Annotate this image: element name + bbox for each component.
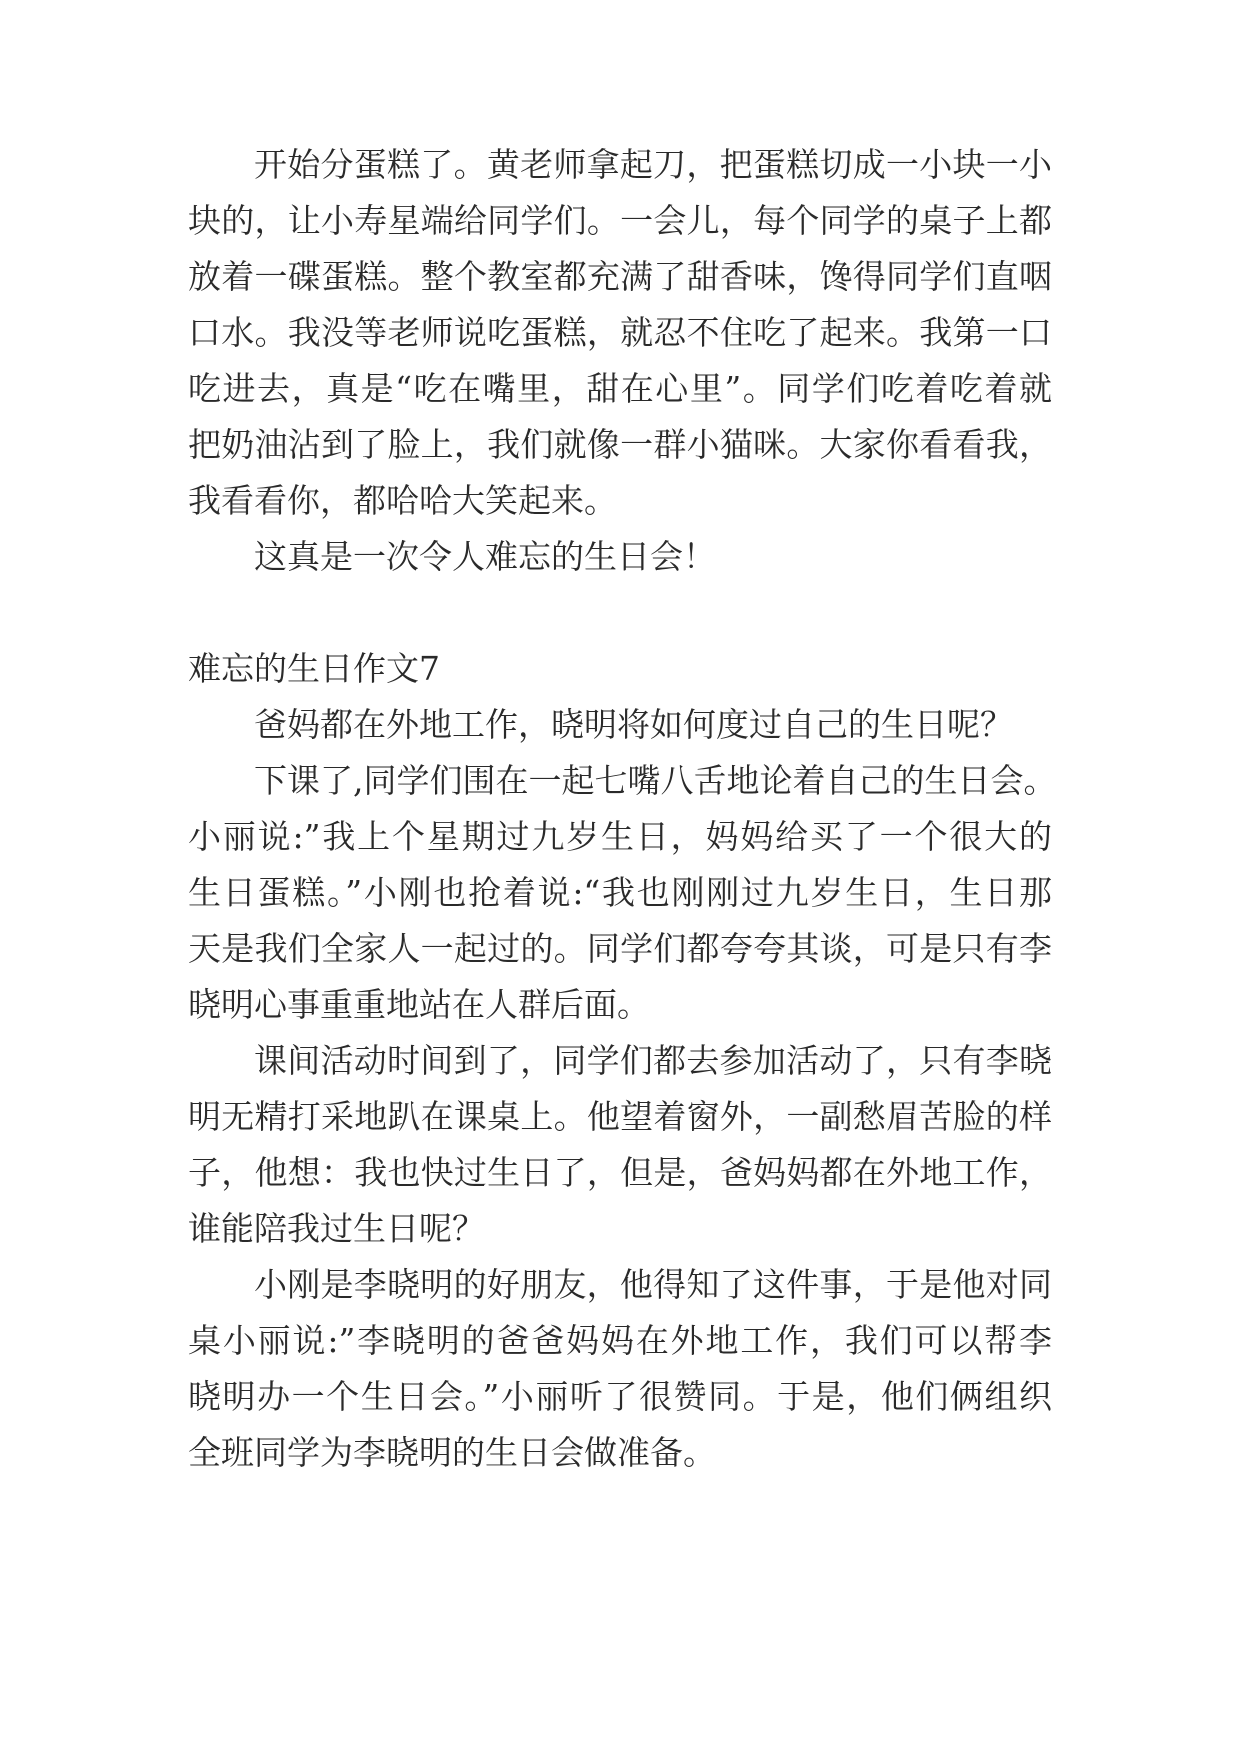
text-line: 桌小丽说:”李晓明的爸爸妈妈在外地工作，我们可以帮李 — [188, 1321, 1052, 1360]
text-line: 晓明心事重重地站在人群后面。 — [188, 985, 650, 1024]
text-line: 明无精打采地趴在课桌上。他望着窗外，一副愁眉苦脸的样 — [188, 1097, 1052, 1136]
paragraph-closing: 这真是一次令人难忘的生日会！ — [254, 537, 716, 576]
text-line: 谁能陪我过生日呢？ — [188, 1209, 485, 1248]
text-line: 子，他想：我也快过生日了，但是，爸妈妈都在外地工作， — [188, 1153, 1052, 1192]
text-line: 天是我们全家人一起过的。同学们都夸夸其谈，可是只有李 — [188, 929, 1052, 968]
text-line: 把奶油沾到了脸上，我们就像一群小猫咪。大家你看看我， — [188, 425, 1052, 464]
text-line: 开始分蛋糕了。黄老师拿起刀，把蛋糕切成一小块一小 — [254, 145, 1052, 184]
text-line: 下课了,同学们围在一起七嘴八舌地论着自己的生日会。 — [254, 761, 1057, 800]
text-line: 小丽说:”我上个星期过九岁生日，妈妈给买了一个很大的 — [188, 817, 1052, 856]
text-line: 吃进去，真是“吃在嘴里，甜在心里”。同学们吃着吃着就 — [188, 369, 1052, 408]
text-line: 小刚是李晓明的好朋友，他得知了这件事，于是他对同 — [254, 1265, 1052, 1304]
text-line: 放着一碟蛋糕。整个教室都充满了甜香味，馋得同学们直咽 — [188, 257, 1052, 296]
text-line: 晓明办一个生日会。”小丽听了很赞同。于是，他们俩组织 — [188, 1377, 1052, 1416]
paragraph-question: 爸妈都在外地工作，晓明将如何度过自己的生日呢？ — [254, 705, 1013, 744]
text-line: 生日蛋糕。”小刚也抢着说:“我也刚刚过九岁生日，生日那 — [188, 873, 1052, 912]
text-line: 块的，让小寿星端给同学们。一会儿，每个同学的桌子上都 — [188, 201, 1052, 240]
text-line: 课间活动时间到了，同学们都去参加活动了，只有李晓 — [254, 1041, 1052, 1080]
essay-heading: 难忘的生日作文7 — [188, 649, 440, 688]
text-line: 我看看你，都哈哈大笑起来。 — [188, 481, 617, 520]
text-line: 全班同学为李晓明的生日会做准备。 — [188, 1433, 716, 1472]
text-line: 口水。我没等老师说吃蛋糕，就忍不住吃了起来。我第一口 — [188, 313, 1052, 352]
